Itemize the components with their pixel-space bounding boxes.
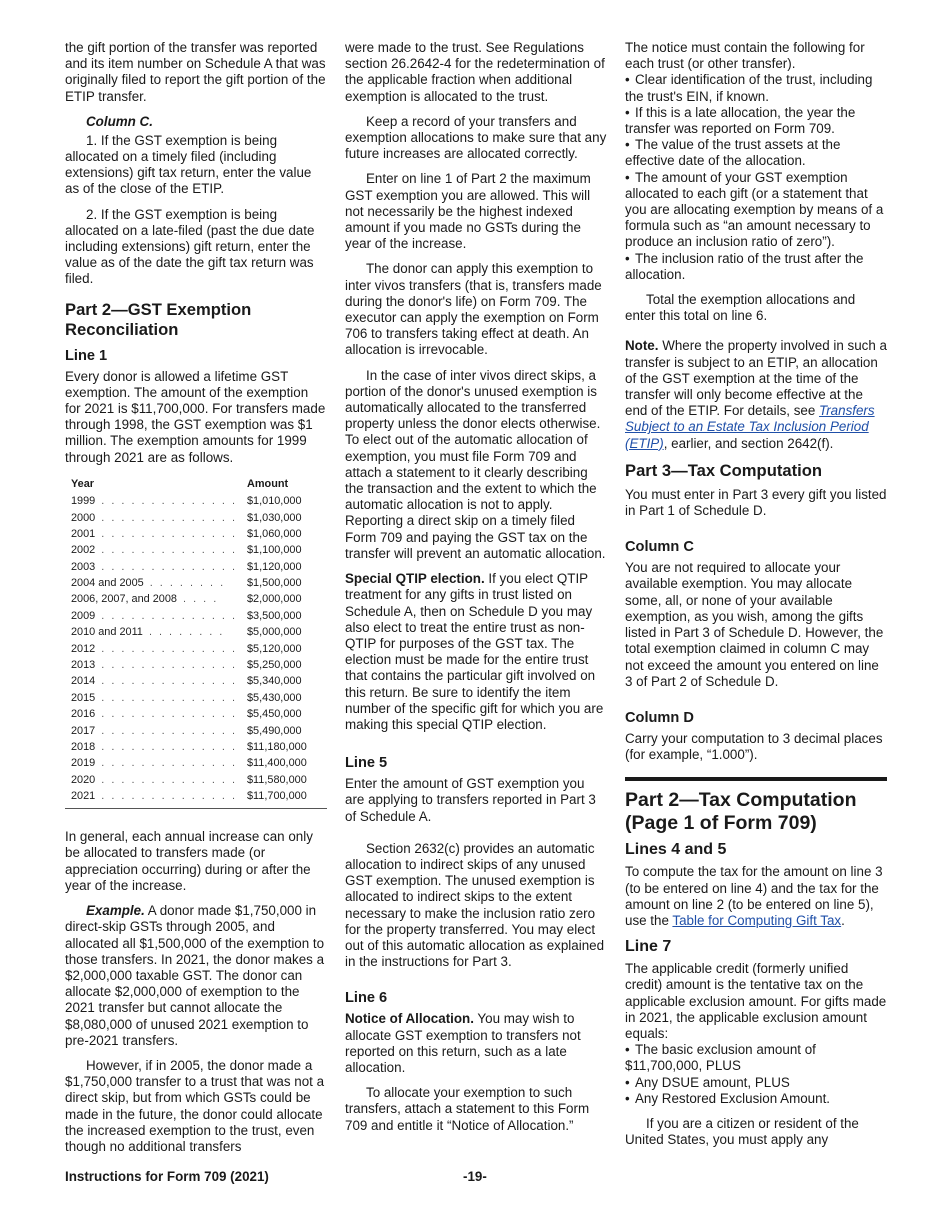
bullet-item: • The inclusion ratio of the trust after the allocation. (625, 250, 864, 282)
table-row (65, 739, 327, 755)
bullet-icon: • (625, 1042, 630, 1058)
line7-heading: Line 7 (625, 938, 672, 956)
year-cell: 2000 . . . . . . . . . . . . . . (71, 511, 237, 524)
lines45-end: . (841, 912, 845, 928)
year-cell: 2010 and 2011 . . . . . . . . (71, 626, 225, 639)
paragraph: the gift portion of the transfer was reported and its item number on Schedule A that was originally filed to report the gift portion of the ETIP transfer. (65, 40, 326, 104)
paragraph: You must enter in Part 3 every gift you listed in Part 1 of Schedule D. (625, 486, 887, 519)
paragraph: were made to the trust. See Regulations section 26.2642-4 for the redetermination of the applicable fraction when additional exemption is allocated to the trust. (345, 40, 605, 104)
amount-cell: $1,500,000 (247, 577, 302, 590)
table-header-year: Year (71, 477, 95, 490)
amount-cell: $11,700,000 (247, 790, 307, 803)
amount-cell: $5,490,000 (247, 724, 302, 737)
table-header-amount: Amount (247, 477, 289, 490)
column-c-heading: Column C. (86, 113, 153, 129)
paragraph: 1. If the GST exemption is being allocated on a timely filed (including extensions) gift tax return, enter the value as of the close of the ETIP. (65, 132, 312, 197)
paragraph (625, 864, 887, 929)
table-row (65, 772, 327, 788)
lines45-text: To compute the tax for the amount on line 3 (to be entered on line 4) and the tax for the amount on line 2 (to be entered on line 5), use the (625, 864, 883, 928)
bullet-icon: • (625, 1074, 630, 1090)
table-row (65, 608, 327, 624)
column-d-heading: Column D (625, 709, 694, 726)
year-cell: 2012 . . . . . . . . . . . . . . (71, 642, 237, 655)
table-row (65, 673, 327, 689)
paragraph: The notice must contain the following for each trust (or other transfer). (625, 40, 865, 72)
paragraph: Every donor is allowed a lifetime GST exemption. The amount of the exemption for 2021 is $11,700,000. For transfers made through 1998, the GST exemption was $1 million. The exemption amounts for 1999 through 2021 are as follows. (65, 368, 326, 465)
table-row (65, 526, 327, 542)
paragraph: Section 2632(c) provides an automatic allocation to indirect skips of any unused GST exemption. The unused exemption is allocated to indirect skips to the extent necessary to make the inclusion ratio zero for the property transferred. You may elect out of this automatic allocation as explained in the instructions for Part 3. (345, 840, 605, 970)
amount-cell: $1,100,000 (247, 544, 302, 557)
column-2 (345, 40, 607, 1143)
amount-cell: $5,340,000 (247, 675, 302, 688)
paragraph (625, 338, 887, 451)
year-cell: 2018 . . . . . . . . . . . . . . (71, 740, 237, 753)
note-text: Where the property involved in such a transfer is subject to an ETIP, an allocation of the GST exemption at the time of the transfer will only become effective at the end of the ETIP. For details, see (625, 338, 887, 419)
footer-title: Instructions for Form 709 (2021) (65, 1169, 269, 1184)
note-lead: Note. (625, 338, 659, 354)
amount-cell: $11,580,000 (247, 773, 307, 786)
amount-cell: $11,180,000 (247, 740, 307, 753)
bullet-item: • The basic exclusion amount of $11,700,000, PLUS (625, 1042, 816, 1074)
bullet-item: • Any DSUE amount, PLUS (625, 1074, 790, 1090)
table-row (65, 690, 327, 706)
part2-gst-heading: Part 2—GST Exemption Reconciliation (65, 299, 252, 339)
bullet-icon: • (625, 169, 630, 185)
paragraph: Total the exemption allocations and enter this total on line 6. (625, 292, 856, 324)
paragraph: Enter on line 1 of Part 2 the maximum GST exemption you are allowed. This will not necessarily be the highest indexed amount if you made no GSTs during the year of the increase. (345, 171, 591, 252)
bullet-icon: • (625, 1090, 630, 1106)
table-divider (65, 808, 327, 809)
bullet-icon: • (625, 250, 630, 266)
paragraph: 2. If the GST exemption is being allocated on a late-filed (past the due date including extensions) gift return, enter the value as of the date the gift tax return was filed. (65, 206, 315, 287)
table-row (65, 509, 327, 525)
table-row (65, 558, 327, 574)
line6-heading: Line 6 (345, 990, 388, 1007)
table-row (65, 542, 327, 558)
bullet-item: • Clear identification of the trust, including the trust's EIN, if known. (625, 72, 873, 104)
notice-lead: Notice of Allocation. (345, 1011, 474, 1027)
paragraph: In general, each annual increase can only be allocated to transfers made (or appreciation occurring) during or after the year of the increase. (65, 829, 313, 893)
amount-cell: $5,430,000 (247, 691, 302, 704)
amount-cell: $3,500,000 (247, 609, 302, 622)
lines-4-5-heading: Lines 4 and 5 (625, 841, 727, 859)
table-row (65, 755, 327, 771)
page-number: -19- (463, 1169, 487, 1184)
year-cell: 2009 . . . . . . . . . . . . . . (71, 609, 237, 622)
paragraph: The applicable credit (formerly unified credit) amount is the tentative tax on the applicable exclusion amount. For gifts made in 2021, the applicable exclusion amount equals: (625, 961, 887, 1041)
bullet-item: • If this is a late allocation, the year the transfer was reported on Form 709. (625, 104, 856, 137)
line5-heading: Line 5 (345, 755, 388, 772)
paragraph (65, 903, 327, 1049)
year-cell: 2013 . . . . . . . . . . . . . . (71, 659, 237, 672)
amount-cell: $1,030,000 (247, 511, 302, 524)
bullet-icon: • (625, 72, 630, 88)
amount-cell: $2,000,000 (247, 593, 302, 606)
table-row (65, 722, 327, 738)
gift-tax-table-link[interactable]: Table for Computing Gift Tax (672, 912, 842, 928)
table-row (65, 591, 327, 607)
paragraph: Enter the amount of GST exemption you are applying to transfers reported in Part 3 of Schedule A. (345, 776, 596, 824)
bullet-icon: • (625, 137, 630, 153)
year-cell: 2015 . . . . . . . . . . . . . . (71, 691, 237, 704)
amount-cell: $11,400,000 (247, 757, 307, 770)
etip-link[interactable]: Transfers Subject to an Estate Tax Inclusion Period (ETIP) (625, 403, 875, 451)
paragraph: Carry your computation to 3 decimal places (for example, “1.000”). (625, 730, 883, 763)
year-cell: 1999 . . . . . . . . . . . . . . (71, 495, 237, 508)
year-cell: 2014 . . . . . . . . . . . . . . (71, 675, 237, 688)
year-cell: 2017 . . . . . . . . . . . . . . (71, 724, 237, 737)
qtip-text: If you elect QTIP treatment for any gifts in trust listed on Schedule A, then on Schedule D you may also elect to treat the entire trust as non-QTIP for purposes of the GST tax. The election must be made for the entire trust that contains the particular gift involved on this return. Be sure to identify the item number of the specific gift for which you are making this special QTIP election. (345, 571, 604, 732)
table-row (65, 640, 327, 656)
qtip-lead: Special QTIP election. (345, 571, 485, 587)
part3-heading: Part 3—Tax Computation (625, 460, 822, 480)
paragraph: However, if in 2005, the donor made a $1,750,000 transfer to a trust that was not a direct skip, but from which GSTs could be made in the future, the donor could allocate the increased exemption to the trust, even though no additional transfers (65, 1057, 325, 1154)
table-row (65, 493, 327, 509)
year-cell: 2006, 2007, and 2008 . . . . (71, 593, 219, 606)
amount-cell: $5,450,000 (247, 708, 302, 721)
part2-tax-heading: Part 2—Tax Computation (Page 1 of Form 709) (625, 789, 857, 835)
section-rule (625, 777, 887, 781)
note-text-end: , earlier, and section 2642(f). (663, 435, 834, 451)
exemption-table (65, 475, 327, 804)
table-row (65, 706, 327, 722)
year-cell: 2021 . . . . . . . . . . . . . . (71, 790, 237, 803)
amount-cell: $1,060,000 (247, 527, 302, 540)
line1-heading: Line 1 (65, 347, 108, 364)
bullet-item: • Any Restored Exclusion Amount. (625, 1090, 831, 1106)
year-cell: 2004 and 2005 . . . . . . . . (71, 577, 226, 590)
notice-text: You may wish to allocate GST exemption to transfers not reported on this return, such as a late allocation. (345, 1011, 581, 1075)
paragraph: You are not required to allocate your available exemption. You may allocate some, all, or none of your available exemption, as you wish, among the gifts listed in Part 3 of Schedule D. However, the total exemption claimed in column C may not exceed the amount you entered on line 3 of Part 2 of Schedule D. (625, 560, 884, 689)
amount-cell: $1,010,000 (247, 495, 302, 508)
year-cell: 2001 . . . . . . . . . . . . . . (71, 527, 237, 540)
column-3 (625, 40, 887, 1157)
example-text: A donor made $1,750,000 in direct-skip GSTs through 2005, and allocated all $1,500,000 of the exemption to those transfers. In 2021, the donor makes a $2,000,000 taxable GST. The donor can allocate $2,000,000 of exemption to the 2021 transfer but cannot allocate the $8,080,000 of unused 2021 exemption to pre-2021 transfers. (65, 903, 325, 1048)
table-row (65, 575, 327, 591)
column-1 (65, 40, 327, 1164)
table-row (65, 788, 327, 804)
paragraph (345, 571, 607, 733)
column-c-heading: Column C (625, 539, 694, 556)
paragraph: If you are a citizen or resident of the United States, you must apply any (625, 1115, 859, 1148)
example-lead: Example. (86, 903, 145, 919)
year-cell: 2003 . . . . . . . . . . . . . . (71, 560, 237, 573)
year-cell: 2016 . . . . . . . . . . . . . . (71, 708, 237, 721)
amount-cell: $5,120,000 (247, 642, 302, 655)
year-cell: 2002 . . . . . . . . . . . . . . (71, 544, 237, 557)
exclusion-bullet-list (625, 1042, 887, 1107)
bullet-icon: • (625, 104, 630, 120)
paragraph: Keep a record of your transfers and exemption allocations to make sure that any future increases are allocated correctly. (345, 113, 607, 162)
year-cell: 2019 . . . . . . . . . . . . . . (71, 757, 237, 770)
paragraph (345, 1011, 607, 1076)
amount-cell: $1,120,000 (247, 560, 302, 573)
paragraph: The donor can apply this exemption to inter vivos transfers (that is, transfers made during the donor's life) on Form 709. The executor can apply the exemption on Form 706 to transfers taking effect at death. An allocation is irrevocable. (345, 261, 602, 358)
table-row (65, 657, 327, 673)
paragraph: In the case of inter vivos direct skips, a portion of the donor's unused exemption is automatically allocated to the transferred property unless the donor elects otherwise. To elect out of the automatic allocation of exemption, you must file Form 709 and attach a statement to it clearly describing the transaction and the extent to which the automatic allocation is not to apply. Reporting a direct skip on a timely filed Form 709 and paying the GST tax on the transfer will prevent an automatic allocation. (345, 367, 606, 561)
notice-bullet-list (625, 72, 887, 283)
year-cell: 2020 . . . . . . . . . . . . . . (71, 773, 237, 786)
paragraph: To allocate your exemption to such transfers, attach a statement to this Form 709 and entitle it “Notice of Allocation.” (345, 1085, 590, 1133)
table-row (65, 624, 327, 640)
amount-cell: $5,250,000 (247, 659, 302, 672)
amount-cell: $5,000,000 (247, 626, 302, 639)
bullet-item: • The value of the trust assets at the effective date of the allocation. (625, 137, 841, 169)
bullet-item: • The amount of your GST exemption allocated to each gift (or a statement that you are allocating exemption by means of a formula such as “an amount necessary to produce an inclusion ratio of zero”). (625, 169, 884, 250)
